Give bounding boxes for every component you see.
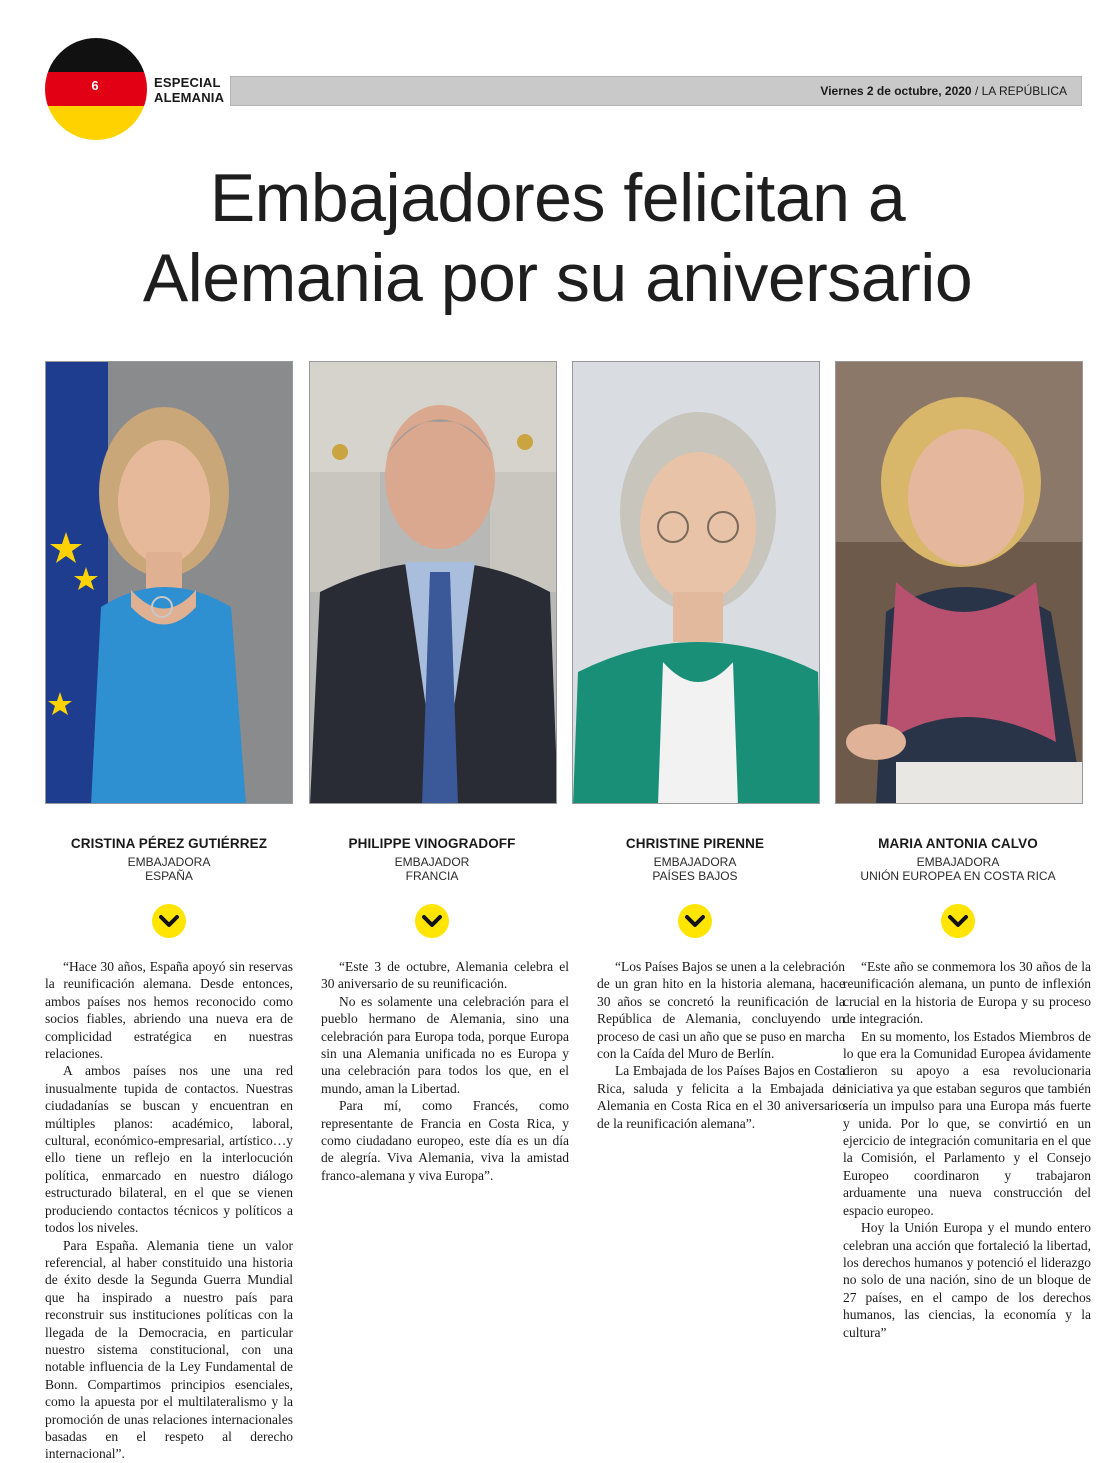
ambassador-name: CHRISTINE PIRENNE	[625, 836, 765, 851]
ambassador-caption	[301, 836, 563, 883]
section-label	[154, 75, 224, 105]
ambassador-country: ESPAÑA	[145, 869, 193, 883]
ambassador-photo-france	[309, 361, 557, 804]
ambassador-country: PAÍSES BAJOS	[652, 869, 738, 883]
ambassador-country: UNIÓN EUROPEA EN COSTA RICA	[860, 869, 1056, 883]
article-column-spain	[45, 958, 293, 1463]
ambassador-photo-spain	[45, 361, 293, 804]
ambassador-name: PHILIPPE VINOGRADOFF	[348, 836, 516, 851]
paragraph: A ambos países nos une una red inusualmente tupida de contactos. Nuestras ciudadanías se buscan y encuentran en múltiples planos: académico, laboral, cultural, económico-empresarial, artístico…y ello tiene un reflejo en la interlocución política, enmarcado en nuestro diálogo estructurado bilateral, en el que se vienen produciendo contactos técnicos y políticos a todos los niveles.	[45, 1063, 293, 1236]
article-column-eu	[843, 958, 1091, 1341]
chevron-down-icon	[941, 904, 975, 938]
article-column-netherlands	[597, 958, 845, 1132]
paragraph: La Embajada de los Países Bajos en Costa Rica, saluda y felicita a la Embajada de Alemania en Costa Rica en el 30 aniversario de la reunificación alemana”.	[597, 1063, 845, 1131]
dateline	[820, 84, 1067, 98]
section-label-line1: ESPECIAL	[154, 75, 221, 90]
ambassador-role: EMBAJADORA	[127, 855, 211, 869]
paragraph: Para mí, como Francés, como representante de Francia en Costa Rica, y como ciudadano europeo, este día es un día de alegría. Viva Alemania, viva la amistad franco-alemana y viva Europa”.	[321, 1098, 569, 1183]
ambassador-caption	[38, 836, 300, 883]
paragraph: “Los Países Bajos se unen a la celebración de un gran hito en la historia alemana, hace 30 años se concretó la reunificación de la República de Alemania, concluyendo un proceso de casi un año que se puso en marcha con la Caída del Muro de Berlín.	[597, 959, 845, 1062]
ambassador-role: EMBAJADOR	[394, 855, 470, 869]
paragraph: En su momento, los Estados Miembros de lo que era la Comunidad Europea ávidamente dieron su apoyo a esa revolucionaria iniciativa ya que estaban seguros que también sería un impulso para una Europa más fuerte y unida. Por lo que, se convirtió en un ejercicio de integración comunitaria en el que la Comisión, el Parlamento y el Consejo Europeo coordinaron y trabajaron arduamente una nueva construcción del espacio europeo.	[843, 1028, 1091, 1218]
germany-flag-icon	[45, 38, 147, 140]
headline-line2: Alemania por su aniversario	[142, 240, 973, 316]
ambassador-photo-netherlands	[572, 361, 820, 804]
ambassador-name: MARIA ANTONIA CALVO	[878, 836, 1038, 851]
publication-name: / LA REPÚBLICA	[974, 84, 1067, 98]
paragraph: “Hace 30 años, España apoyó sin reservas la reunificación alemana. Desde entonces, ambos países nos hemos reconocido como socios fiables, abriendo una nueva era de complicidad estratégica en nuestras relaciones.	[45, 959, 293, 1062]
ambassador-caption	[564, 836, 826, 883]
ambassador-role: EMBAJADORA	[653, 855, 737, 869]
ambassador-caption	[827, 836, 1089, 883]
paragraph: “Este 3 de octubre, Alemania celebra el 30 aniversario de su reunificación.	[321, 959, 569, 992]
headline-line1: Embajadores felicitan a	[209, 160, 906, 236]
issue-date: Viernes 2 de octubre, 2020	[820, 84, 972, 98]
article-column-france	[321, 958, 569, 1184]
paragraph: Hoy la Unión Europa y el mundo entero celebran una acción que fortaleció la libertad, los derechos humanos y potenció el liderazgo no solo de una nación, sino de un bloque de 27 países, en el campo de los derechos humanos, las ciencias, la economía y la cultura”	[843, 1220, 1091, 1340]
header-bar	[230, 76, 1082, 106]
chevron-down-icon	[415, 904, 449, 938]
headline	[0, 158, 1115, 318]
section-label-line2: ALEMANIA	[154, 90, 225, 105]
paragraph: Para España. Alemania tiene un valor referencial, al haber constituido una historia de éxito desde la Segunda Guerra Mundial que ha inspirado a nuestro país para reconstruir sus instituciones políticas con la llegada de la Democracia, en particular nuestro sistema constitucional, con una notable influencia de la Ley Fundamental de Bonn. Compartimos principios esenciales, como la apuesta por el multilateralismo y la promoción de unas relaciones internacionales basadas en el respeto al derecho internacional”.	[45, 1237, 293, 1462]
ambassador-name: CRISTINA PÉREZ GUTIÉRREZ	[70, 836, 268, 851]
ambassador-role: EMBAJADORA	[916, 855, 1000, 869]
ambassador-country: FRANCIA	[405, 869, 459, 883]
chevron-down-icon	[152, 904, 186, 938]
ambassador-photo-eu	[835, 361, 1083, 804]
paragraph: “Este año se conmemora los 30 años de la reunificación alemana, un punto de inflexión crucial en la historia de Europa y su proceso de integración.	[843, 959, 1091, 1027]
paragraph: No es solamente una celebración para el pueblo hermano de Alemania, sino una celebración para Europa toda, porque Europa sin una Alemania unificada no es Europa y una celebración para todos los que, en el mundo, aman la Libertad.	[321, 993, 569, 1096]
chevron-down-icon	[678, 904, 712, 938]
page-number: 6	[91, 78, 99, 93]
